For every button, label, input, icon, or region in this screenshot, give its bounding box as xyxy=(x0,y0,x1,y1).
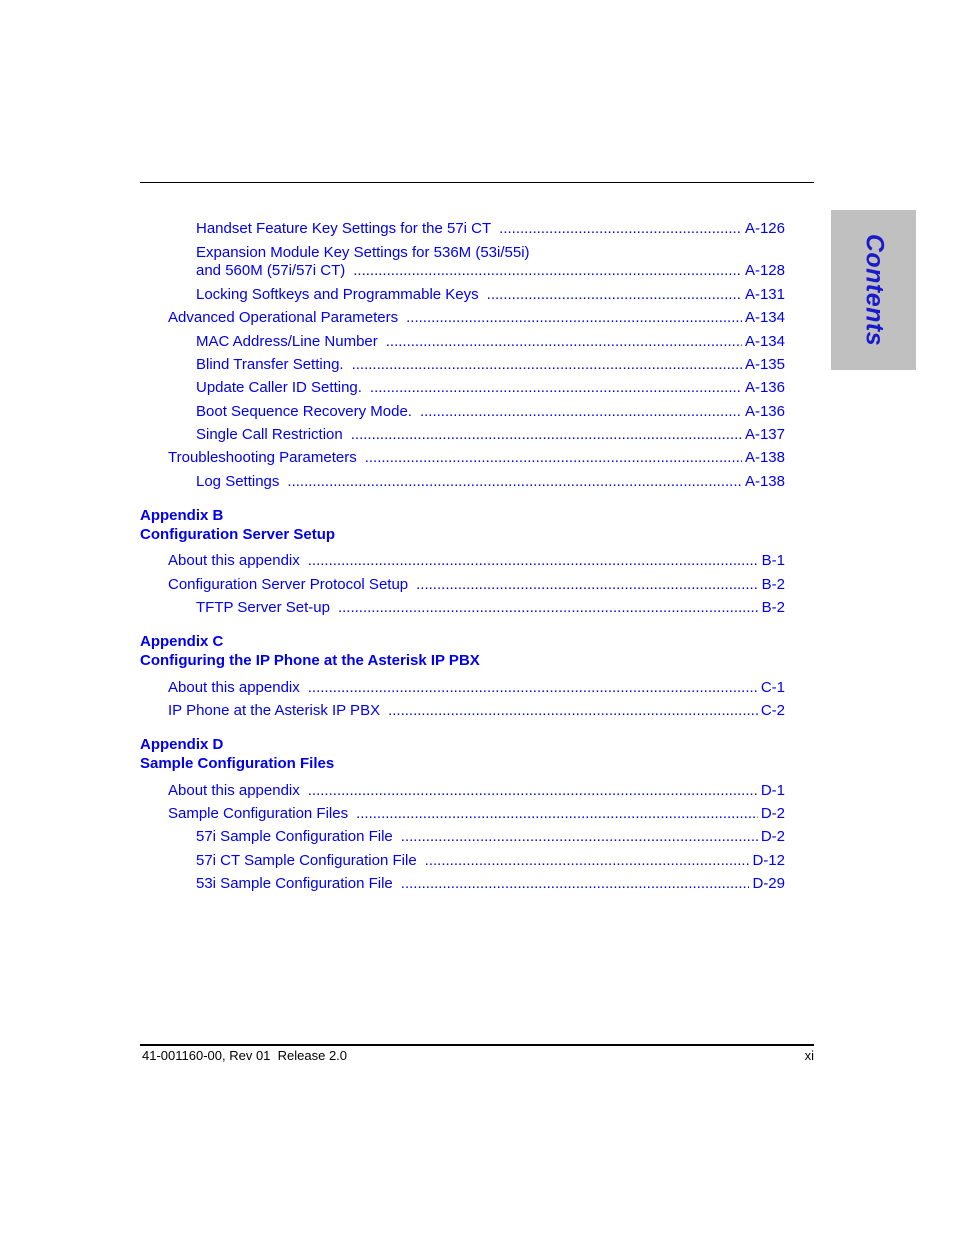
appendix-b-title[interactable]: Configuration Server Setup xyxy=(140,526,336,543)
appendix-d-title[interactable]: Sample Configuration Files xyxy=(140,755,335,772)
toc-entry-expansion-module-line1[interactable]: Expansion Module Key Settings for 536M (53i/55i) xyxy=(196,244,530,261)
toc-entry-b-protocol-setup[interactable]: Configuration Server Protocol Setup ..... B-2 xyxy=(168,576,785,594)
toc-entry-b-tftp[interactable]: TFTP Server Set-up ..... B-2 xyxy=(196,599,785,617)
appendix-c-label[interactable]: Appendix C xyxy=(140,633,224,650)
header-rule xyxy=(140,182,814,183)
toc-entry-d-57i-ct[interactable]: 57i CT Sample Configuration File ..... D-12 xyxy=(196,852,785,870)
toc-entry-advanced-operational[interactable]: Advanced Operational Parameters ..... A-134 xyxy=(168,309,785,327)
toc-entry-d-sample-files[interactable]: Sample Configuration Files ..... D-2 xyxy=(168,805,785,823)
toc-entry-update-caller-id[interactable]: Update Caller ID Setting. ..... A-136 xyxy=(196,379,785,397)
toc-entry-c-asterisk[interactable]: IP Phone at the Asterisk IP PBX ..... C-2 xyxy=(168,702,785,720)
toc-entry-d-53i[interactable]: 53i Sample Configuration File ..... D-29 xyxy=(196,875,785,893)
toc-entry-blind-transfer[interactable]: Blind Transfer Setting. ..... A-135 xyxy=(196,356,785,374)
toc-entry-b-about[interactable]: About this appendix ..... B-1 xyxy=(168,552,785,570)
toc-entry-single-call[interactable]: Single Call Restriction ..... A-137 xyxy=(196,426,785,444)
toc-entry-d-about[interactable]: About this appendix ..... D-1 xyxy=(168,782,785,800)
toc-entry-log-settings[interactable]: Log Settings ..... A-138 xyxy=(196,473,785,491)
toc-entry-locking-softkeys[interactable]: Locking Softkeys and Programmable Keys ..... A-131 xyxy=(196,286,785,304)
toc-entry-mac-address[interactable]: MAC Address/Line Number ..... A-134 xyxy=(196,333,785,351)
footer-page-number: xi xyxy=(804,1048,814,1063)
appendix-d-label[interactable]: Appendix D xyxy=(140,736,224,753)
toc-entry-c-about[interactable]: About this appendix ..... C-1 xyxy=(168,679,785,697)
footer-doc-id: 41-001160-00, Rev 01 Release 2.0 xyxy=(142,1048,348,1063)
toc-entry-handset-feature-keys[interactable]: Handset Feature Key Settings for the 57i CT ..... A-126 xyxy=(196,220,785,238)
appendix-c-title[interactable]: Configuring the IP Phone at the Asterisk IP PBX xyxy=(140,652,480,669)
toc-entry-boot-sequence[interactable]: Boot Sequence Recovery Mode. ..... A-136 xyxy=(196,403,785,421)
side-tab-label: Contents xyxy=(860,233,888,347)
toc-entry-d-57i[interactable]: 57i Sample Configuration File ..... D-2 xyxy=(196,828,785,846)
contents-side-tab xyxy=(831,210,916,370)
toc-entry-troubleshooting[interactable]: Troubleshooting Parameters ..... A-138 xyxy=(168,449,785,467)
appendix-b-label[interactable]: Appendix B xyxy=(140,507,224,524)
footer-rule xyxy=(140,1044,814,1046)
toc-entry-expansion-module[interactable]: and 560M (57i/57i CT) ..... A-128 xyxy=(196,262,785,280)
